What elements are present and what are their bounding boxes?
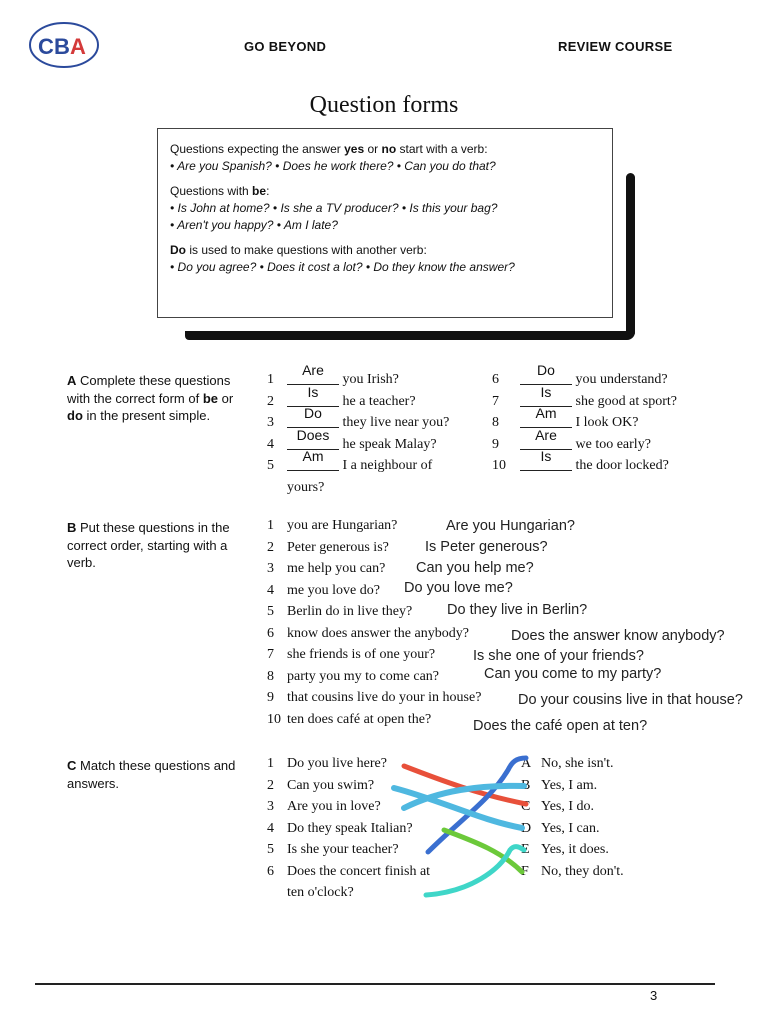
examples-do: • Do you agree? • Does it cost a lot? • Do they know the answer? — [170, 260, 515, 274]
list-item: 5Am I a neighbour of — [267, 448, 433, 473]
page-number: 3 — [650, 988, 658, 1003]
list-item: F No, they don't. — [521, 863, 624, 879]
list-item: 6 know does answer the anybody? — [267, 625, 469, 641]
list-item: 6 Does the concert finish at — [267, 863, 431, 879]
examples-yes-no: • Are you Spanish? • Does he work there? • Can you do that? — [170, 159, 496, 173]
list-item: 8Am I look OK? — [492, 405, 639, 430]
list-item: 8 party you my to come can? — [267, 668, 440, 684]
footer-rule — [35, 983, 715, 985]
list-item: A No, she isn't. — [521, 756, 614, 771]
list-item: 3Do they live near you? — [267, 405, 450, 430]
handwritten-answer: Do you love me? — [404, 580, 513, 596]
list-item: C Yes, I do. — [521, 799, 595, 814]
list-item: 9Are we too early? — [492, 426, 651, 452]
examples-be-1: • Is John at home? • Is she a TV producer? • Is this your bag? — [170, 201, 498, 215]
list-item: 10Is the door locked? — [492, 448, 669, 473]
list-item: 7Is she good at sport? — [492, 383, 677, 409]
list-item: 2 Can you swim? — [267, 777, 375, 793]
svg-text:B: B — [54, 34, 70, 59]
list-item: 10 ten does café at open the? — [267, 711, 432, 727]
list-item: 2 Peter generous is? — [267, 539, 389, 555]
list-item: 5 Berlin do in live they? — [267, 604, 413, 619]
list-item: 4Does he speak Malay? — [267, 426, 437, 452]
list-item-cont: yours? — [287, 479, 325, 495]
list-item: 1 Do you live here? — [267, 756, 387, 771]
examples-be-2: • Aren't you happy? • Am I late? — [170, 218, 338, 232]
handwritten-answer: Do they live in Berlin? — [447, 602, 588, 618]
list-item: 1 you are Hungarian? — [267, 518, 398, 533]
list-item: 4 me you love do? — [267, 582, 380, 598]
list-item: 5 Is she your teacher? — [267, 842, 399, 857]
handwritten-answer: Can you come to my party? — [484, 666, 662, 682]
handwritten-answer: Do your cousins live in that house? — [518, 692, 743, 708]
handwritten-answer: Can you help me? — [416, 560, 534, 576]
handwritten-answer: Are you Hungarian? — [446, 518, 575, 534]
svg-text:C: C — [38, 34, 54, 59]
list-item: 3 Are you in love? — [267, 799, 381, 814]
list-item: 6Do you understand? — [492, 362, 668, 387]
list-item-cont: ten o'clock? — [287, 885, 354, 900]
header-left-title: GO BEYOND — [244, 39, 327, 54]
handwritten-answer: Is Peter generous? — [425, 539, 548, 555]
list-item: 2Is he a teacher? — [267, 383, 416, 409]
section-c-instruction: C Match these questions and answers. — [67, 758, 236, 791]
header-right-title: REVIEW COURSE — [558, 39, 673, 54]
list-item: E Yes, it does. — [521, 842, 609, 857]
list-item: 7 she friends is of one your? — [267, 647, 436, 662]
section-a-instruction: A Complete these questions with the correct form of be or do in the present simple. — [67, 373, 234, 423]
match-line-teal — [426, 847, 524, 895]
page-title: Question forms — [309, 92, 459, 118]
list-item: 4 Do they speak Italian? — [267, 820, 413, 836]
list-item: 1Are you Irish? — [267, 362, 399, 387]
handwritten-answer: Does the café open at ten? — [473, 718, 648, 734]
section-b-instruction: B Put these questions in the correct order, starting with a verb. — [67, 520, 230, 570]
list-item: D Yes, I can. — [521, 820, 600, 836]
handwritten-answer: Is she one of your friends? — [473, 648, 644, 664]
list-item: 9 that cousins live do your in house? — [267, 690, 482, 705]
svg-text:A: A — [70, 34, 86, 59]
list-item: B Yes, I am. — [521, 777, 598, 793]
handwritten-answer: Does the answer know anybody? — [511, 628, 725, 644]
grammar-box: Questions expecting the answer yes or no start with a verb: • Are you Spanish? • Does he work there? • Can you do that? Questions with be: • Is John at home? • Is she a TV producer? • Is this your bag? • Aren't you happy? • Am I late? Do is used to make questions with another verb: • Do you agree? • Does it cost a lot? • Do they know the answer? — [157, 128, 613, 318]
list-item: 3 me help you can? — [267, 561, 386, 576]
